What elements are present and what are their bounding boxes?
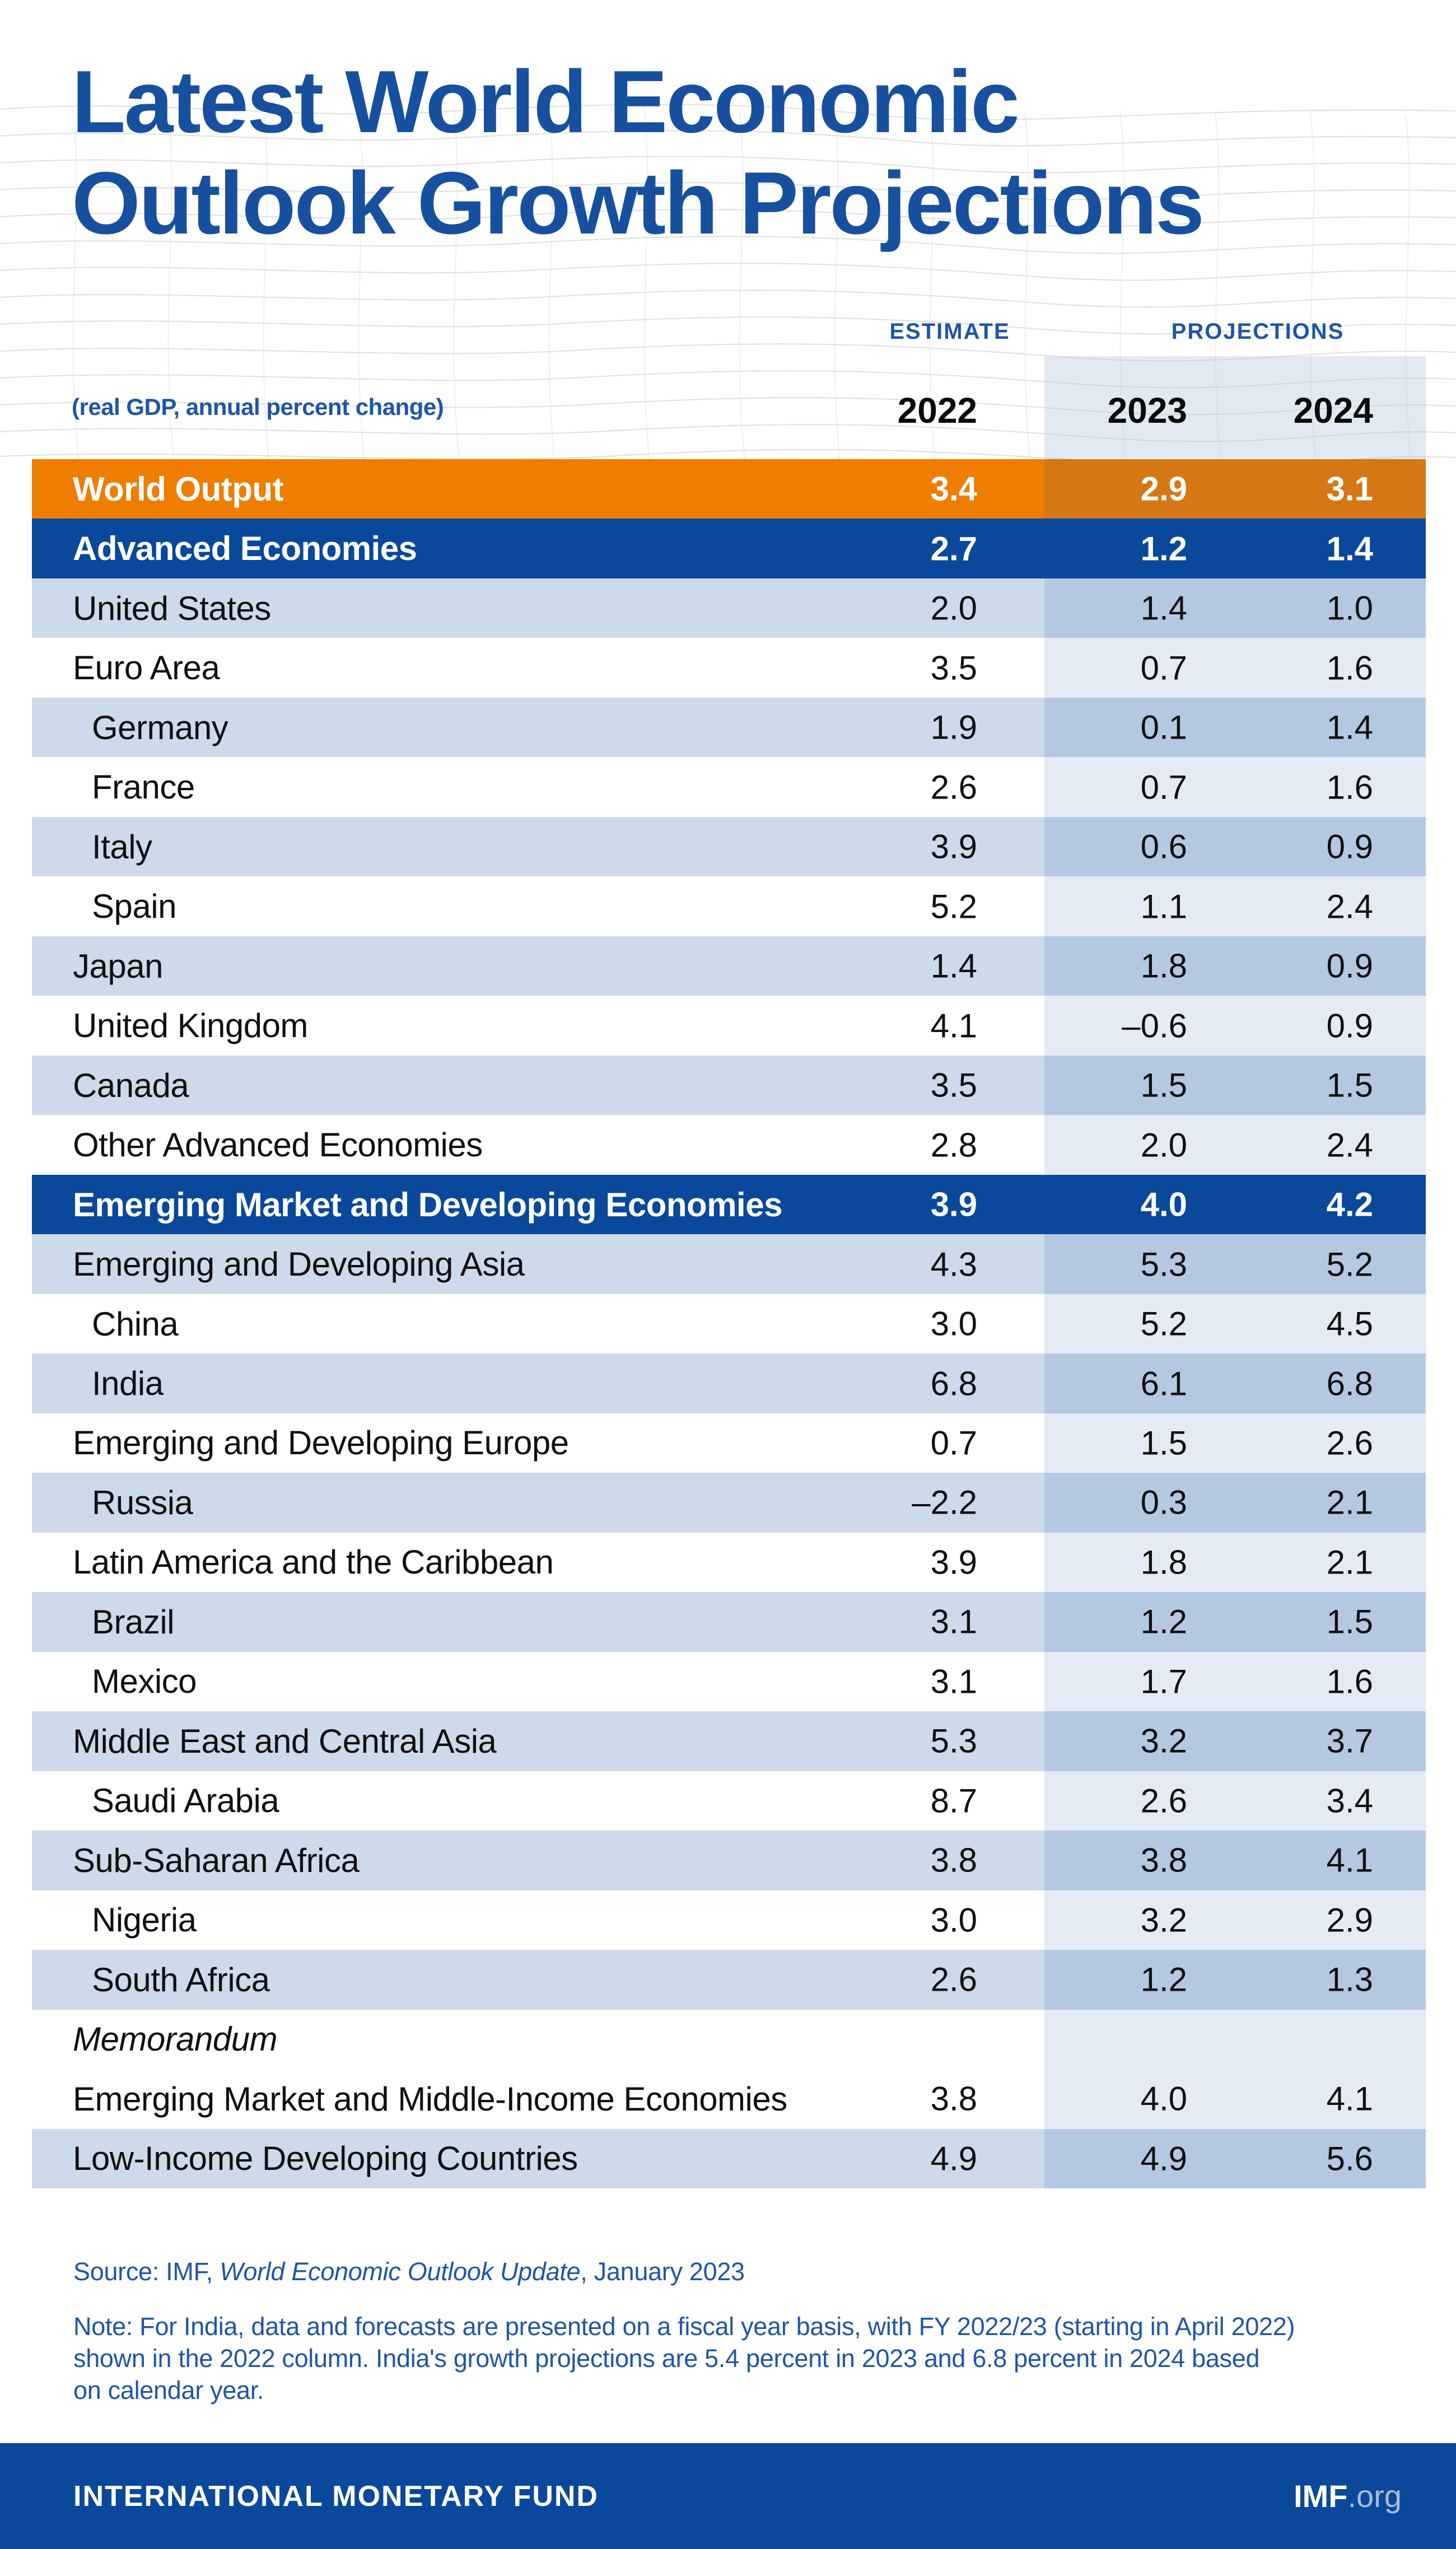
row-value-2024: 4.5 [1326, 1305, 1373, 1343]
table-row [32, 1592, 1426, 1651]
row-label: Spain [92, 888, 176, 926]
row-label: Euro Area [73, 649, 220, 687]
row-value-2023: 5.3 [1140, 1245, 1187, 1283]
row-label: Latin America and the Caribbean [73, 1543, 554, 1581]
row-value-2024: 1.4 [1326, 708, 1373, 746]
row-value-2024: 0.9 [1326, 1007, 1373, 1045]
row-value-2024: 4.1 [1326, 1841, 1373, 1879]
row-value-2024: 4.1 [1326, 2080, 1373, 2118]
row-label: Emerging Market and Middle-Income Economies [73, 2080, 787, 2118]
row-value-2022: 3.1 [930, 1663, 977, 1701]
year-header-2022: 2022 [897, 390, 977, 431]
row-label: Italy [92, 828, 152, 866]
table-row [32, 1533, 1426, 1592]
footer-bar [0, 2443, 1456, 2549]
source-publication: World Economic Outlook Update [220, 2257, 581, 2286]
table-row [32, 1771, 1426, 1831]
footer-org-suffix: .org [1347, 2478, 1402, 2514]
row-value-2022: 8.7 [930, 1782, 977, 1820]
footer-imf-org [1294, 2478, 1402, 2514]
row-label: Nigeria [92, 1901, 197, 1939]
row-value-2022: 3.0 [930, 1901, 977, 1939]
note-line3: on calendar year. [73, 2376, 264, 2405]
row-value-2022: 3.5 [930, 649, 977, 687]
row-value-2023: 1.2 [1140, 530, 1187, 568]
row-value-2022: 3.9 [930, 1185, 977, 1224]
table-row [32, 1056, 1426, 1115]
row-value-2022: 3.9 [930, 1543, 977, 1581]
row-value-2024: 2.1 [1326, 1543, 1373, 1581]
row-value-2023: –0.6 [1122, 1007, 1187, 1045]
table-row [32, 1831, 1426, 1890]
row-value-2022: 3.4 [930, 470, 977, 508]
row-value-2024: 1.6 [1326, 649, 1373, 687]
year-header-2023: 2023 [1107, 390, 1187, 431]
row-label: Middle East and Central Asia [73, 1722, 497, 1760]
table-row [32, 1652, 1426, 1711]
row-value-2023: 0.7 [1140, 649, 1187, 687]
row-label: Mexico [92, 1663, 197, 1701]
row-value-2023: 0.7 [1140, 768, 1187, 806]
row-label: France [92, 768, 195, 806]
row-value-2022: 1.4 [930, 947, 977, 985]
row-value-2024: 5.2 [1326, 1245, 1373, 1283]
table-row [32, 698, 1426, 757]
row-value-2022: 2.0 [930, 589, 977, 627]
row-value-2023: 5.2 [1140, 1305, 1187, 1343]
note-line2: shown in the 2022 column. India's growth projections are 5.4 percent in 2023 and 6.8 percent in 2024 based [73, 2344, 1260, 2373]
row-value-2022: 2.8 [930, 1126, 977, 1164]
row-value-2024: 0.9 [1326, 947, 1373, 985]
row-value-2024: 1.5 [1326, 1066, 1373, 1104]
row-value-2022: 5.2 [930, 888, 977, 926]
row-value-2023: 1.2 [1140, 1603, 1187, 1641]
row-label: United States [73, 589, 271, 627]
table-row [32, 1473, 1426, 1532]
table-row [32, 2129, 1426, 2188]
table-row [32, 2010, 1426, 2069]
row-value-2023: 4.0 [1140, 2080, 1187, 2118]
row-label: Memorandum [73, 2020, 278, 2058]
note-line1: Note: For India, data and forecasts are presented on a fiscal year basis, with FY 2022/23 (starting in April 2022) [73, 2312, 1295, 2341]
row-label: Emerging and Developing Asia [73, 1245, 525, 1283]
table-row [32, 459, 1426, 519]
year-header-2024: 2024 [1293, 390, 1373, 431]
table-unit-label: (real GDP, annual percent change) [72, 394, 444, 420]
row-value-2023: 4.0 [1140, 1185, 1187, 1224]
row-value-2023: 1.7 [1140, 1663, 1187, 1701]
row-value-2022: 2.6 [930, 768, 977, 806]
row-value-2024: 1.0 [1326, 589, 1373, 627]
row-value-2023: 1.8 [1140, 1543, 1187, 1581]
row-value-2023: 3.2 [1140, 1722, 1187, 1760]
table-row [32, 1175, 1426, 1234]
row-label: Brazil [92, 1603, 175, 1641]
row-value-2024: 2.6 [1326, 1424, 1373, 1462]
row-label: India [92, 1365, 164, 1402]
row-label: Germany [92, 708, 228, 746]
row-value-2023: 0.6 [1140, 828, 1187, 866]
row-value-2022: 3.0 [930, 1305, 977, 1343]
row-value-2024: 2.9 [1326, 1901, 1373, 1939]
row-value-2024: 2.4 [1326, 1126, 1373, 1164]
table-row [32, 519, 1426, 578]
table-row [32, 1294, 1426, 1353]
row-label: World Output [73, 470, 284, 508]
row-value-2022: 6.8 [930, 1365, 977, 1402]
footer-imf: IMF [1294, 2478, 1348, 2514]
row-value-2023: 0.3 [1140, 1483, 1187, 1521]
table-row [32, 1950, 1426, 2009]
row-projection-shading [1044, 2010, 1426, 2069]
table-row [32, 1413, 1426, 1473]
row-value-2024: 1.3 [1326, 1960, 1373, 1999]
row-value-2024: 1.5 [1326, 1603, 1373, 1641]
row-label: Low-Income Developing Countries [73, 2140, 578, 2178]
row-value-2022: 3.8 [930, 2080, 977, 2118]
row-value-2024: 1.4 [1326, 530, 1373, 568]
row-value-2024: 5.6 [1326, 2140, 1373, 2178]
row-value-2024: 3.4 [1326, 1782, 1373, 1820]
row-label: Advanced Economies [73, 530, 417, 568]
row-value-2023: 2.9 [1140, 470, 1187, 508]
footer-organization: INTERNATIONAL MONETARY FUND [73, 2480, 599, 2513]
note-block [73, 2310, 1295, 2406]
row-value-2022: 4.1 [930, 1007, 977, 1045]
table-row [32, 638, 1426, 697]
row-value-2023: 4.9 [1140, 2140, 1187, 2178]
table-row [32, 1115, 1426, 1174]
source-suffix: , January 2023 [580, 2257, 745, 2286]
table-row [32, 1353, 1426, 1413]
row-label: United Kingdom [73, 1007, 308, 1045]
row-value-2022: 5.3 [930, 1722, 977, 1760]
growth-projections-table [32, 459, 1426, 2188]
row-value-2024: 4.2 [1326, 1185, 1373, 1224]
row-label: Other Advanced Economies [73, 1126, 483, 1164]
table-row [32, 757, 1426, 816]
row-value-2024: 0.9 [1326, 828, 1373, 866]
row-label: Emerging Market and Developing Economies [73, 1185, 782, 1224]
estimate-column-caption: ESTIMATE [889, 319, 1010, 344]
row-value-2022: 4.9 [930, 2140, 977, 2178]
table-row [32, 1234, 1426, 1294]
row-value-2022: 3.8 [930, 1841, 977, 1879]
row-label: Japan [73, 947, 163, 985]
page-title-line2: Outlook Growth Projections [72, 154, 1203, 253]
row-value-2023: 1.5 [1140, 1066, 1187, 1104]
table-row [32, 996, 1426, 1055]
row-label: Emerging and Developing Europe [73, 1424, 569, 1462]
row-value-2023: 6.1 [1140, 1365, 1187, 1402]
page-title-line1: Latest World Economic [72, 53, 1018, 151]
row-value-2024: 2.4 [1326, 888, 1373, 926]
row-value-2023: 1.1 [1140, 888, 1187, 926]
row-value-2022: 3.9 [930, 828, 977, 866]
row-value-2023: 3.8 [1140, 1841, 1187, 1879]
row-value-2023: 1.2 [1140, 1960, 1187, 1999]
row-label: Sub-Saharan Africa [73, 1841, 360, 1879]
table-row [32, 1711, 1426, 1771]
table-row [32, 817, 1426, 876]
row-value-2023: 0.1 [1140, 708, 1187, 746]
row-value-2022: 0.7 [930, 1424, 977, 1462]
row-value-2024: 3.1 [1326, 470, 1373, 508]
table-row [32, 936, 1426, 996]
row-value-2023: 2.0 [1140, 1126, 1187, 1164]
row-value-2023: 3.2 [1140, 1901, 1187, 1939]
row-label: Canada [73, 1066, 189, 1104]
source-line [73, 2256, 745, 2287]
row-value-2022: 3.5 [930, 1066, 977, 1104]
row-label: Saudi Arabia [92, 1782, 279, 1820]
row-value-2022: 3.1 [930, 1603, 977, 1641]
table-row [32, 876, 1426, 936]
row-value-2024: 6.8 [1326, 1365, 1373, 1402]
row-value-2023: 1.5 [1140, 1424, 1187, 1462]
row-value-2024: 1.6 [1326, 1663, 1373, 1701]
table-row [32, 1890, 1426, 1950]
row-value-2022: 4.3 [930, 1245, 977, 1283]
row-label: Russia [92, 1483, 193, 1521]
row-value-2023: 2.6 [1140, 1782, 1187, 1820]
table-row [32, 578, 1426, 638]
row-label: China [92, 1305, 179, 1343]
row-value-2023: 1.4 [1140, 589, 1187, 627]
projections-column-caption: PROJECTIONS [1171, 319, 1345, 344]
row-value-2024: 1.6 [1326, 768, 1373, 806]
row-value-2022: –2.2 [912, 1483, 977, 1521]
row-value-2022: 1.9 [930, 708, 977, 746]
row-value-2024: 2.1 [1326, 1483, 1373, 1521]
source-prefix: Source: IMF, [73, 2257, 220, 2286]
table-row [32, 2069, 1426, 2128]
page-title [72, 52, 1203, 254]
row-label: South Africa [92, 1960, 270, 1999]
row-value-2023: 1.8 [1140, 947, 1187, 985]
row-value-2024: 3.7 [1326, 1722, 1373, 1760]
row-value-2022: 2.7 [930, 530, 977, 568]
row-value-2022: 2.6 [930, 1960, 977, 1999]
